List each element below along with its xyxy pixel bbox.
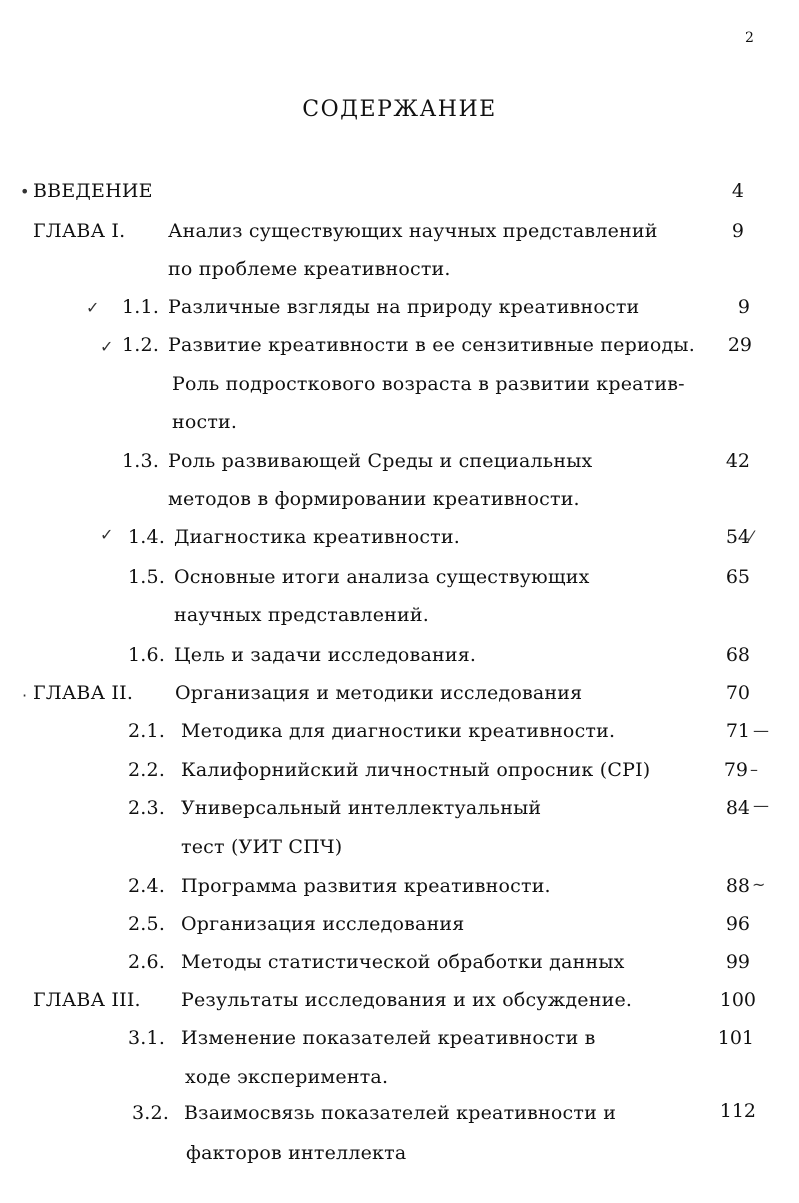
handwritten-dash-mark: ~ <box>752 875 766 894</box>
toc-s1-2-number: 1.2. <box>122 334 160 356</box>
toc-s3-2-page: 112 <box>719 1100 756 1122</box>
toc-ch1-page: 9 <box>731 220 744 242</box>
toc-ch1-number: ГЛАВА I. <box>33 220 126 242</box>
toc-intro-page: 4 <box>731 180 744 202</box>
toc-s1-2-page: 29 <box>727 334 752 356</box>
toc-s1-5-text-cont: научных представлений. <box>174 604 429 626</box>
toc-s1-3-text: Роль развивающей Среды и специальных <box>168 450 593 472</box>
toc-intro-label: ВВЕДЕНИЕ <box>33 180 153 202</box>
toc-s3-1-text-cont: ходе эксперимента. <box>185 1066 389 1088</box>
toc-s1-3-text-cont: методов в формировании креативности. <box>168 488 580 510</box>
toc-s2-1-text: Методика для диагностики креативности. <box>181 720 616 742</box>
toc-ch3-number: ГЛАВА III. <box>33 989 141 1011</box>
toc-s2-6-page: 99 <box>725 951 750 973</box>
toc-s1-5-number: 1.5. <box>128 566 166 588</box>
handwritten-dot-mark: • <box>20 182 30 201</box>
toc-ch2-page: 70 <box>725 682 750 704</box>
toc-s2-1-number: 2.1. <box>128 720 166 742</box>
toc-s2-2-number: 2.2. <box>128 759 166 781</box>
toc-s1-4-page: 54 <box>725 526 750 548</box>
toc-s1-1-page: 9 <box>737 296 750 318</box>
toc-s2-3-page: 84 <box>725 797 750 819</box>
toc-s1-6-text: Цель и задачи исследования. <box>174 644 477 666</box>
toc-s1-6-page: 68 <box>725 644 750 666</box>
toc-s1-2-text-cont: ности. <box>172 411 238 433</box>
handwritten-dash-mark: — <box>753 721 769 740</box>
toc-s2-3-text: Универсальный интеллектуальный <box>181 797 542 819</box>
toc-s2-3-text-cont: тест (УИТ СПЧ) <box>181 836 343 858</box>
handwritten-check-mark: ✓ <box>100 337 114 356</box>
toc-s1-1-text: Различные взгляды на природу креативности <box>168 296 640 318</box>
toc-s2-2-text: Калифорнийский личностный опросник (CPI) <box>181 759 651 781</box>
toc-s1-2-text-cont: Роль подросткового возраста в развитии креатив- <box>172 373 685 395</box>
toc-s2-1-page: 71 <box>725 720 750 742</box>
toc-ch2-number: ГЛАВА II. <box>33 682 134 704</box>
toc-s2-5-text: Организация исследования <box>181 913 465 935</box>
toc-s1-4-number: 1.4. <box>128 526 166 548</box>
toc-ch3-title: Результаты исследования и их обсуждение. <box>181 989 633 1011</box>
toc-s1-3-number: 1.3. <box>122 450 160 472</box>
toc-s3-2-text: Взаимосвязь показателей креативности и <box>184 1102 617 1124</box>
handwritten-dash-mark: – <box>750 760 758 779</box>
toc-s1-5-page: 65 <box>725 566 750 588</box>
toc-s1-6-number: 1.6. <box>128 644 166 666</box>
toc-s3-1-text: Изменение показателей креативности в <box>181 1027 596 1049</box>
toc-s2-6-text: Методы статистической обработки данных <box>181 951 625 973</box>
toc-s2-4-text: Программа развития креативности. <box>181 875 551 897</box>
toc-s3-1-number: 3.1. <box>128 1027 166 1049</box>
toc-s2-4-page: 88 <box>725 875 750 897</box>
handwritten-dash-mark: ⁄ <box>750 527 753 546</box>
toc-s1-3-page: 42 <box>725 450 750 472</box>
toc-s2-4-number: 2.4. <box>128 875 166 897</box>
toc-s3-2-text-cont: факторов интеллекта <box>186 1142 407 1164</box>
toc-s2-2-page: 79 <box>723 759 748 781</box>
toc-s1-1-number: 1.1. <box>122 296 160 318</box>
toc-s1-4-text: Диагностика креативности. <box>174 526 460 548</box>
toc-ch1-title-cont: по проблеме креативности. <box>168 258 451 280</box>
page-title: СОДЕРЖАНИЕ <box>302 97 497 122</box>
handwritten-dash-mark: — <box>753 796 769 815</box>
toc-s1-2-text: Развитие креативности в ее сензитивные периоды. <box>168 334 695 356</box>
page-number: 2 <box>745 30 754 46</box>
handwritten-dot-mark: · <box>22 686 28 705</box>
toc-s2-5-page: 96 <box>725 913 750 935</box>
toc-ch3-page: 100 <box>719 989 756 1011</box>
toc-s2-3-number: 2.3. <box>128 797 166 819</box>
handwritten-check-mark: ✓ <box>100 525 114 544</box>
toc-ch1-title: Анализ существующих научных представлений <box>168 220 658 242</box>
toc-s2-5-number: 2.5. <box>128 913 166 935</box>
toc-ch2-title: Организация и методики исследования <box>175 682 583 704</box>
toc-s3-2-number: 3.2. <box>132 1102 170 1124</box>
toc-s3-1-page: 101 <box>717 1027 754 1049</box>
handwritten-check-mark: ✓ <box>86 298 100 317</box>
toc-s1-5-text: Основные итоги анализа существующих <box>174 566 590 588</box>
toc-s2-6-number: 2.6. <box>128 951 166 973</box>
